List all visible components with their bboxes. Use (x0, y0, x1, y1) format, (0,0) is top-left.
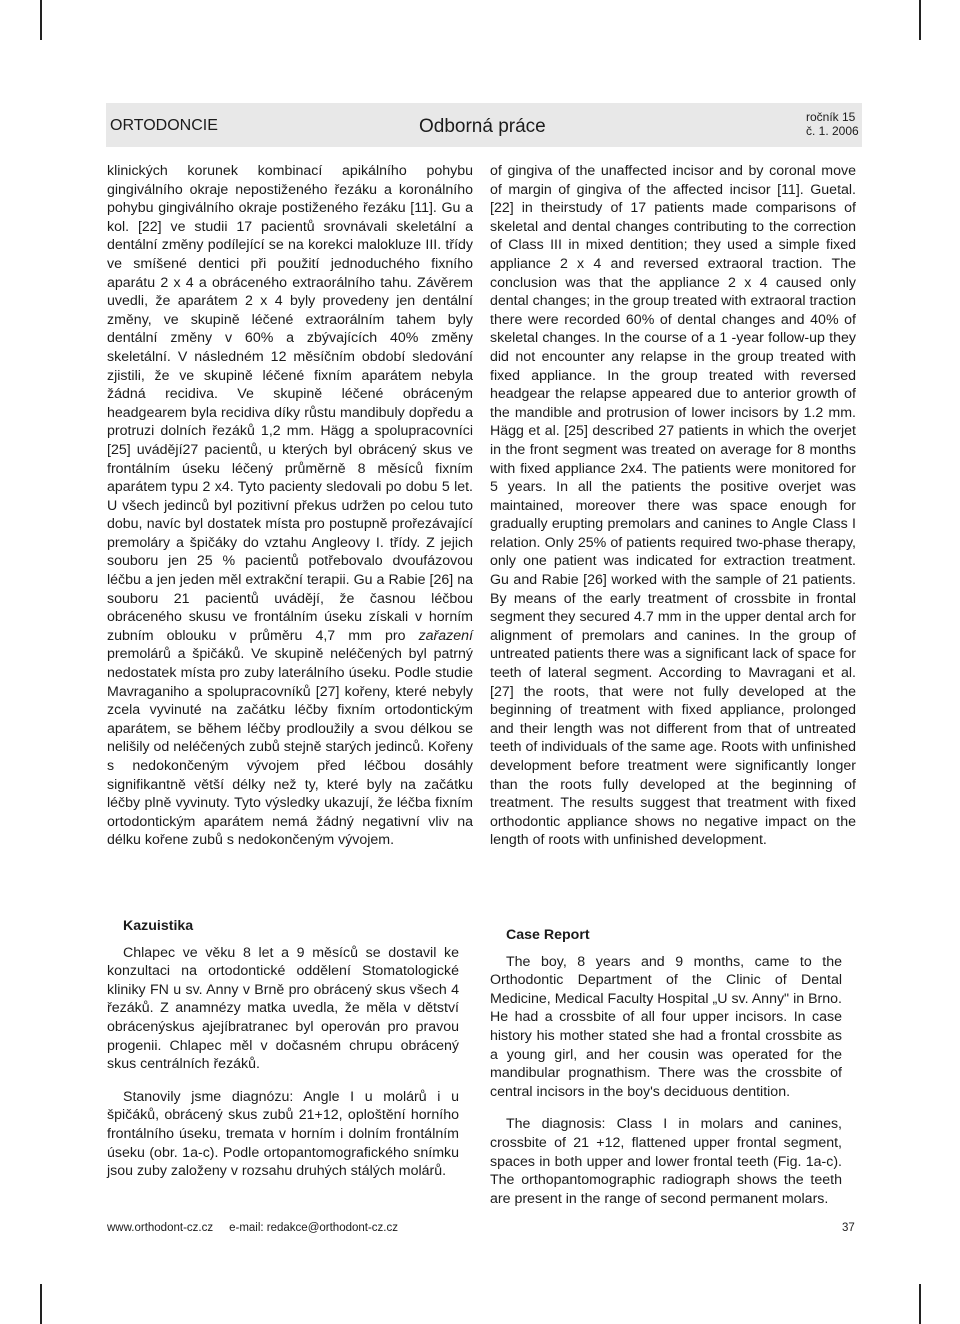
crop-mark-bottom-right (919, 1284, 921, 1324)
email-link[interactable]: e-mail: redakce@orthodont-cz.cz (229, 1222, 398, 1234)
czech-text-part-2: premolárů a špičáků. Ve skupině neléčených byl patrný nedostatek místa pro zuby laterálního úseku. Podle studie Mavraganiho a spolupracovníků [27] kořeny, které nebyly zcela vyvinuté na začátku léčby fixním ortodontickým aparátem, se během léčby prodloužily a svou délkou se nelišily od neléčených zubů stejně starých jedinců. Kořeny s nedokončeným vývojem před léčbou dosáhly signifikantně větší délky než ty, které byly na začátku léčby plně vyvinuty. Tyto výsledky ukazují, že léčba fixním ortodontickým aparátem nemá žádný negativní vliv na délku kořene zubů s nedokončeným vývojem. (107, 646, 473, 849)
case-report-paragraph-1: The boy, 8 years and 9 months, came to the Orthodontic Department of the Clinic of Dental Medicine, Medical Faculty Hospital „U sv. Anny" in Brno. He had a crossbite of all four upper incisors. In case history his mother stated she had a frontal crossbite as a young girl, and her cousin was operated for the mandibular prognathism. There was the crossbite of central incisors in the boy's deciduous dentition. (490, 953, 842, 1100)
case-report-section (490, 926, 842, 1208)
volume-label: ročník 15 (806, 110, 856, 124)
issue-info (806, 110, 859, 138)
kazuistika-section (107, 917, 459, 1181)
case-report-paragraph-2: The diagnosis: Class I in molars and canines, crossbite of 21 +12, flattened upper frontal segment, spaces in both upper and lower frontal teeth (Fig. 1a-c). The orthopantomographic radiograph shows the teeth are present in the range of second permanent molars. (490, 1116, 842, 1207)
crop-mark-top-right (919, 0, 921, 40)
czech-text-column (107, 162, 473, 850)
kazuistika-paragraph-2: Stanovily jsme diagnózu: Angle I u molárů i u špičáků, obrácený skus zubů 21+12, oploštění horního frontálního úseku, tremata v horním i dolním frontálním úseku (obr. 1a-c). Podle ortopantomografického snímku jsou zuby založeny v rozsahu druhých stálých molárů. (107, 1088, 459, 1180)
footer-contact (107, 1222, 398, 1234)
kazuistika-heading: Kazuistika (123, 918, 194, 934)
kazuistika-paragraph-1: Chlapec ve věku 8 let a 9 měsíců se dostavil ke konzultaci na ortodontické oddělení Stomatologické kliniky FN u sv. Anny v Brně pro obrácený skus všech 4 řezáků. Z anamnézy matka uvedla, že měla v dětství obrácenýskus ajejíbratranec byl operován pro pravou progenii. Chlapec měl v dočasném chrupu obrácený skus centrálních řezáků. (107, 944, 459, 1073)
english-text-column (490, 162, 856, 850)
page-number: 37 (842, 1222, 855, 1234)
article-type-title: Odborná práce (419, 116, 546, 137)
website-link[interactable]: www.orthodont-cz.cz (107, 1222, 214, 1234)
issue-label: č. 1. 2006 (806, 124, 859, 138)
czech-paragraph (107, 162, 473, 850)
section-label: ORTODONCIE (110, 117, 218, 134)
crop-mark-top-left (40, 0, 42, 40)
czech-text-emphasis: zařazení (418, 627, 473, 644)
english-paragraph: of gingiva of the unaffected incisor and by coronal move of margin of gingiva of the affected incisor [11]. Guetal. [22] in theirstudy of 17 patients made comparisons of skeletal and dental changes contributing to the correction of Class III in mixed dentition; they used a simple fixed appliance 2 x 4 and reversed extraoral traction. The conclusion was that the appliance 2 x 4 caused only dental changes; in the group treated with extraoral traction there were recorded 60% of dental changes and 40% of skeletal changes. In the course of a 1 -year follow-up they did not encounter any relapse in the group treated with fixed appliance. In the group treated with reversed headgear the relapse appeared due to anterior growth of the mandible and protrusion of lower incisors by 1.2 mm. Hägg et al. [25] described 27 patients in which the overjet in the front segment was treated on average for 8 months with fixed appliance 2x4. The patients were monitored for 5 years. In all the patients the positive overjet was maintained, moreover there was space enough for gradually erupting premolars and canines to Angle Class I relation. Only 25% of patients required two-phase therapy, only one patient was indicated for extraction treatment. Gu and Rabie [26] worked with the sample of 21 patients. By means of the early treatment of crossbite in frontal segment they secured 4.7 mm in the upper dental arch for alignment of premolars and canines. In the group of untreated patients there was a significant lack of space for teeth of lateral segment. According to Mavragani et al. [27] the roots, that were not fully developed at the beginning of treatment with fixed appliance, prolonged and their length was not different from that of untreated teeth of individuals of the same age. Roots with unfinished development before treatment were significantly longer than the roots fully developed at the beginning of treatment. The results suggest that treatment with fixed orthodontic appliance shows no negative impact on the length of roots with unfinished development. (490, 163, 856, 849)
czech-text-part-1: klinických korunek kombinací apikálního pohybu gingiválního okraje nepostiženého řezáku a koronálního pohybu gingiválního okraje postiženého řezáku [11]. Gu a kol. [22] ve studii 17 pacientů srovnávali skeletální a dentální změny podílející se na korekci malokluze III. třídy ve smíšené dentici při použití jednoduchého fixního aparátu 2 x 4 a obráceného extraorálního tahu. Závěrem uvedli, že aparátem 2 x 4 byly provedeny jen dentální změny, ve skupině léčené extraorálním tahem byly dentální změny v 60% a zbývajících 40% změny skeletální. V následném 12 měsíčním období sledování zjistili, že ve skupině léčené fixním aparátem nebyla žádná recidiva. Ve skupině léčené obráceným headgearem byla recidiva díky růstu mandibuly dopředu a protruzi dolních řezáků 1,2 mm. Hägg a spolupracovníci [25] uvádějí27 pacientů, u kterých byl obrácený skus ve frontálním úseku léčený průměrně 8 měsíců fixním aparátem typu 2 x4. Tyto pacienty sledovali po dobu 5 let. U všech jedinců byl pozitivní překus udržen po celou tuto dobu, navíc byl dostatek místa pro postupně prořezávající premoláry a špičáky do vztahu Angleovy I. třídy. Z jejich souboru jen 25 % pacientů potřebovalo dvoufázovou léčbu a jen jeden měl extrakční terapii. Gu a Rabie [26] na souboru 21 pacientů uvádějí, že časnou léčbou obráceného skusu ve frontálním úseku získali v horním zubním oblouku v průměru 4,7 mm pro (107, 163, 473, 644)
case-report-heading: Case Report (506, 927, 590, 943)
crop-mark-bottom-left (40, 1284, 42, 1324)
